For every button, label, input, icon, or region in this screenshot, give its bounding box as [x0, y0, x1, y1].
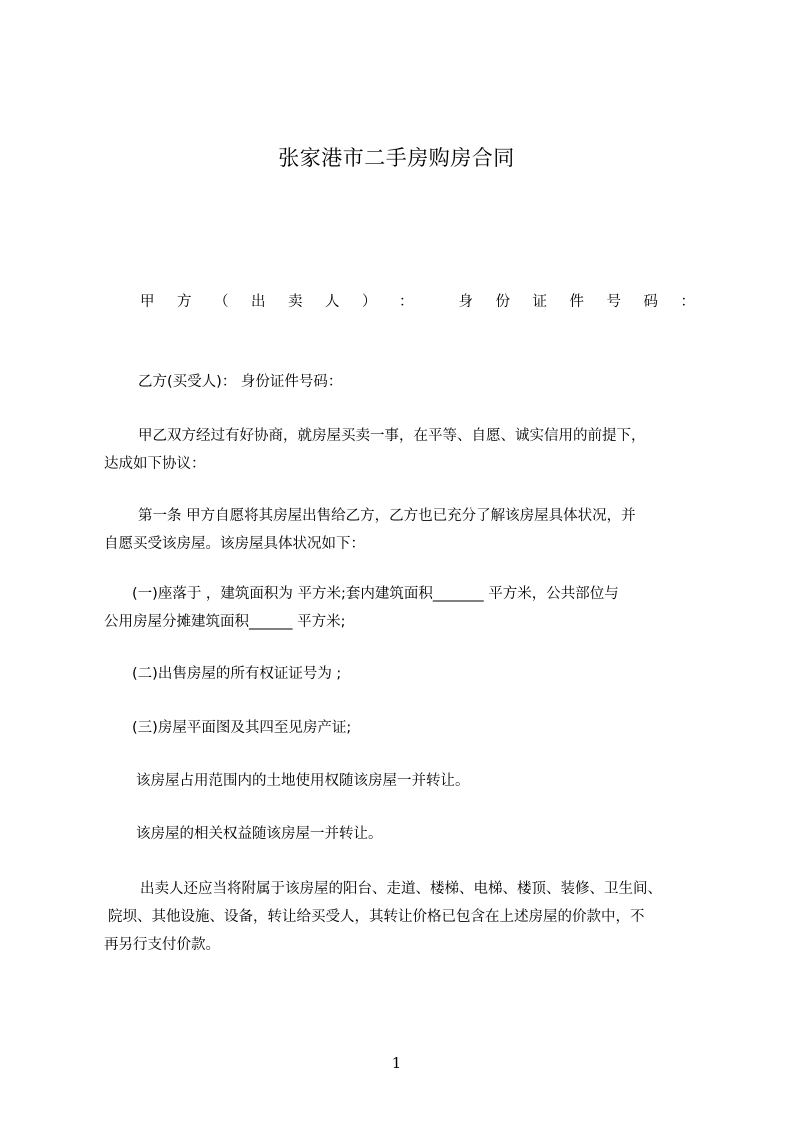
party-a-char: 份	[495, 294, 510, 310]
item-2: (二)出售房屋的所有权证证号为 ;	[132, 666, 342, 682]
party-a-char: （	[214, 294, 229, 310]
party-a-char: 号	[606, 294, 621, 310]
rights-clause: 该房屋的相关权益随该房屋一并转让。	[136, 826, 383, 842]
document-title: 张家港市二手房购房合同	[278, 146, 515, 170]
party-a-char: 人	[325, 294, 340, 310]
party-a-char: 件	[569, 294, 584, 310]
item-3: (三)房屋平面图及其四至见房产证;	[132, 720, 352, 736]
item-1-line-2: 公用房屋分摊建筑面积______ 平方米;	[104, 614, 346, 630]
article-1-line-1: 第一条 甲方自愿将其房屋出售给乙方，乙方也已充分了解该房屋具体状况，并	[138, 508, 636, 524]
article-1-line-2: 自愿买受该房屋。该房屋具体状况如下：	[104, 536, 365, 552]
intro-line-2: 达成如下协议：	[104, 456, 206, 472]
attachment-line-1: 出卖人还应当将附属于该房屋的阳台、走道、楼梯、电梯、楼顶、装修、卫生间、	[140, 881, 662, 897]
intro-line-1: 甲乙双方经过有好协商，就房屋买卖一事，在平等、自愿、诚实信用的前提下，	[138, 428, 646, 444]
party-b-line: 乙方(买受人)： 身份证件号码：	[138, 374, 343, 390]
party-a-char: 身	[458, 294, 473, 310]
party-a-char: ：	[399, 294, 414, 310]
party-a-char: ：	[680, 294, 695, 310]
party-a-char: ）	[362, 294, 377, 310]
party-a-line	[140, 288, 695, 316]
party-a-char: 卖	[288, 294, 303, 310]
page-number: 1	[391, 1054, 402, 1072]
party-a-char: 甲	[140, 294, 155, 310]
party-a-char: 出	[251, 294, 266, 310]
attachment-line-2: 院坝、其他设施、设备，转让给买受人，其转让价格已包含在上述房屋的价款中，不	[108, 909, 645, 925]
attachment-line-3: 再另行支付价款。	[104, 937, 220, 953]
item-1-line-1: (一)座落于 ，建筑面积为 平方米;套内建筑面积_______ 平方米，公共部位与	[132, 586, 619, 602]
party-a-char: 码	[643, 294, 658, 310]
party-a-char: 方	[177, 294, 192, 310]
party-a-char: 证	[532, 294, 547, 310]
land-clause: 该房屋占用范围内的土地使用权随该房屋一并转让。	[136, 773, 470, 789]
